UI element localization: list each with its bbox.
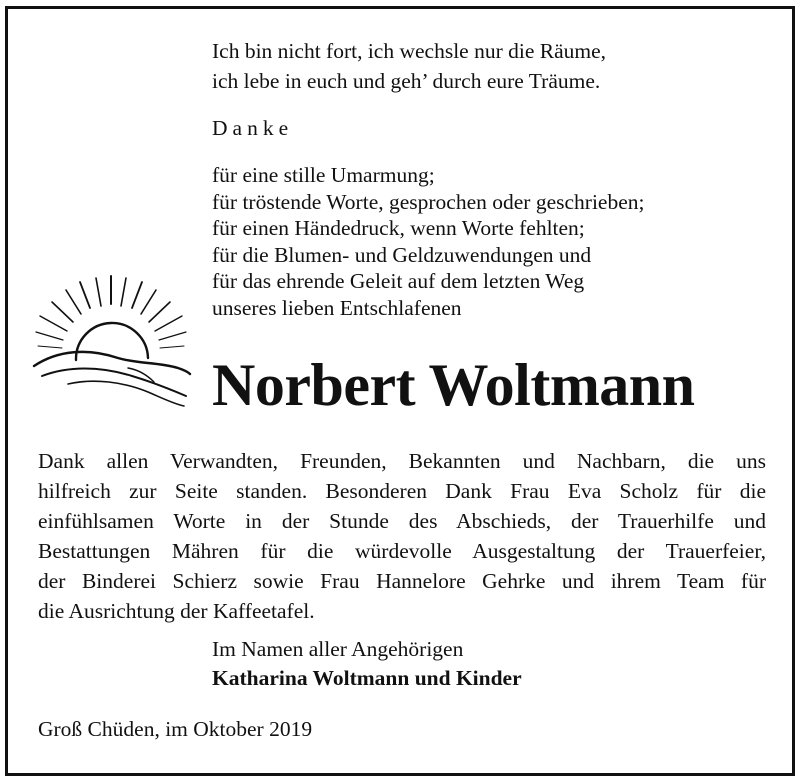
- paragraph-line: hilfreich zur Seite standen. Besonderen Dank Frau Eva Scholz für die: [38, 479, 766, 503]
- thanks-item: unseres lieben Entschlafenen: [212, 295, 462, 320]
- thanks-item: für eine stille Umarmung;: [212, 163, 435, 187]
- thanks-item: für einen Händedruck, wenn Worte fehlten;: [212, 216, 585, 240]
- sunset-hills-icon: [28, 272, 194, 412]
- deceased-name: Norbert Woltmann: [212, 352, 695, 418]
- signature-intro: Im Namen aller Angehörigen: [212, 637, 464, 661]
- paragraph-line: der Binderei Schierz sowie Frau Hannelore Gehrke und ihrem Team für: [38, 569, 766, 593]
- thanks-item: für das ehrende Geleit auf dem letzten Weg: [212, 269, 585, 293]
- thanks-item: für tröstende Worte, gesprochen oder geschrieben;: [212, 189, 645, 214]
- thanks-list: [212, 162, 645, 321]
- place-date: Groß Chüden, im Oktober 2019: [38, 717, 313, 741]
- paragraph-line: Dank allen Verwandten, Freunden, Bekannten und Nachbarn, die uns: [38, 449, 766, 473]
- paragraph-line: einfühlsamen Worte in der Stunde des Abschieds, der Trauerhilfe und: [38, 509, 766, 533]
- verse: [212, 36, 606, 96]
- verse-line-2: ich lebe in euch und geh’ durch eure Träume.: [212, 69, 601, 93]
- danke-heading: Danke: [212, 116, 294, 140]
- thanks-item: für die Blumen- und Geldzuwendungen und: [212, 242, 592, 267]
- signature-names: Katharina Woltmann und Kinder: [212, 666, 522, 690]
- verse-line-1: Ich bin nicht fort, ich wechsle nur die Räume,: [212, 39, 607, 63]
- acknowledgement-paragraph: [38, 446, 766, 626]
- paragraph-line: Bestattungen Mähren für die würdevolle Ausgestaltung der Trauerfeier,: [38, 539, 766, 563]
- paragraph-line: die Ausrichtung der Kaffeetafel.: [38, 599, 315, 623]
